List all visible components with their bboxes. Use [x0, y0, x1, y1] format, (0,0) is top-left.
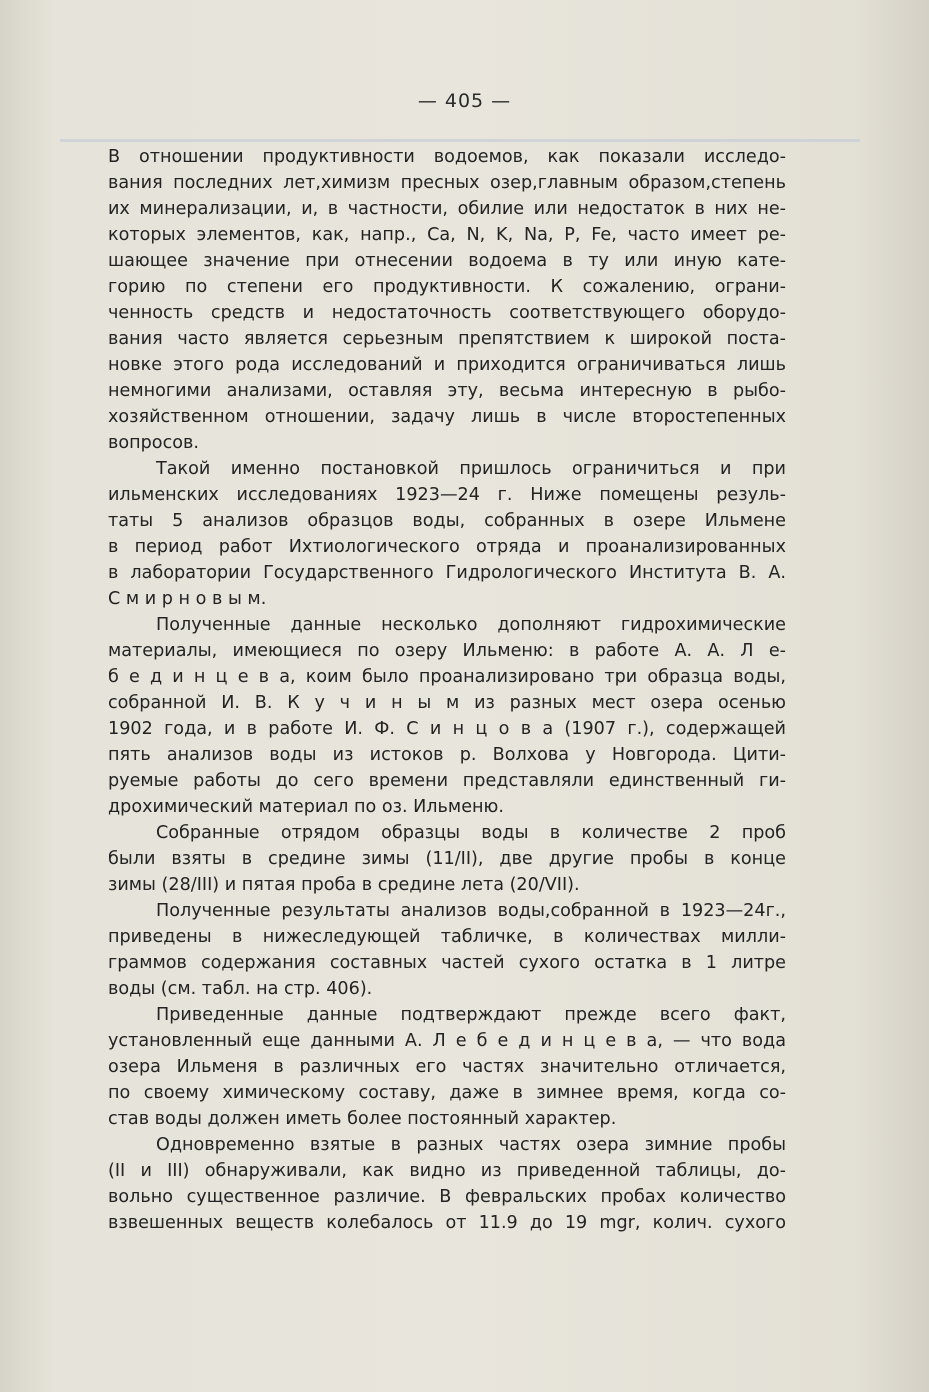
text-line: в период работ Ихтиологического отряда и проанализированных [108, 537, 786, 557]
text-line: руемые работы до сего времени представляли единственный ги- [108, 771, 786, 791]
text-line: Полученные результаты анализов воды,собранной в 1923—24г., [156, 901, 786, 921]
text-line: б е д и н ц е в а, коим было проанализировано три образца воды, [108, 667, 786, 687]
text-line: дрохимический материал по оз. Ильменю. [108, 797, 504, 817]
text-line: вольно существенное различие. В февральских пробах количество [108, 1187, 786, 1207]
text-line: Полученные данные несколько дополняют гидрохимические [156, 615, 786, 635]
page-number: — 405 — [417, 90, 512, 112]
text-line: были взяты в средине зимы (11/II), две другие пробы в конце [108, 849, 786, 869]
text-line: ченность средств и недостаточность соответствующего оборудо- [108, 303, 786, 323]
text-line: по своему химическому составу, даже в зимнее время, когда со- [108, 1083, 786, 1103]
text-line: вания последних лет,химизм пресных озер,главным образом,степень [108, 173, 786, 193]
text-line: воды (см. табл. на стр. 406). [108, 979, 373, 999]
bleed-through-line [60, 139, 860, 142]
text-line: В отношении продуктивности водоемов, как показали исследо- [108, 147, 786, 167]
text-line: материалы, имеющиеся по озеру Ильменю: в работе А. А. Л е- [108, 641, 786, 661]
text-line: новке этого рода исследований и приходится ограничиваться лишь [108, 355, 786, 375]
text-line: 1902 года, и в работе И. Ф. С и н ц о в а (1907 г.), содержащей [108, 719, 786, 739]
text-line: вания часто является серьезным препятствием к широкой поста- [108, 329, 786, 349]
text-line: вопросов. [108, 433, 199, 453]
text-line: немногими анализами, оставляя эту, весьма интересную в рыбо- [108, 381, 786, 401]
text-line: Приведенные данные подтверждают прежде всего факт, [156, 1005, 786, 1025]
text-line: (II и III) обнаруживали, как видно из приведенной таблицы, до- [108, 1161, 786, 1181]
text-line: зимы (28/III) и пятая проба в средине лета (20/VII). [108, 875, 580, 895]
text-line: хозяйственном отношении, задачу лишь в числе второстепенных [108, 407, 786, 427]
text-line: граммов содержания составных частей сухого остатка в 1 литре [108, 953, 786, 973]
text-line: шающее значение при отнесении водоема в ту или иную кате- [108, 251, 786, 271]
text-line: ильменских исследованиях 1923—24 г. Ниже помещены резуль- [108, 485, 786, 505]
body-text [108, 144, 786, 1236]
text-line: Собранные отрядом образцы воды в количестве 2 проб [156, 823, 786, 843]
text-line: Одновременно взятые в разных частях озера зимние пробы [156, 1135, 786, 1155]
text-line: став воды должен иметь более постоянный характер. [108, 1109, 617, 1129]
text-line: приведены в нижеследующей табличке, в количествах милли- [108, 927, 786, 947]
text-line: Такой именно постановкой пришлось ограничиться и при [156, 459, 786, 479]
text-line: пять анализов воды из истоков р. Волхова у Новгорода. Цити- [108, 745, 786, 765]
text-line: таты 5 анализов образцов воды, собранных в озере Ильмене [108, 511, 786, 531]
text-line: в лаборатории Государственного Гидрологического Института В. А. [108, 563, 786, 583]
text-line: горию по степени его продуктивности. К сожалению, ограни- [108, 277, 786, 297]
text-line: установленный еще данными А. Л е б е д и н ц е в а, — что вода [108, 1031, 786, 1051]
text-line: С м и р н о в ы м. [108, 589, 267, 609]
text-line: собранной И. В. К у ч и н ы м из разных мест озера осенью [108, 693, 786, 713]
text-line: которых элементов, как, напр., Ca, N, K, Na, P, Fe, часто имеет ре- [108, 225, 786, 245]
text-line: озера Ильменя в различных его частях значительно отличается, [108, 1057, 786, 1077]
text-line: взвешенных веществ колебалось от 11.9 до 19 mgr, колич. сухого [108, 1213, 786, 1233]
text-line: их минерализации, и, в частности, обилие или недостаток в них не- [108, 199, 786, 219]
